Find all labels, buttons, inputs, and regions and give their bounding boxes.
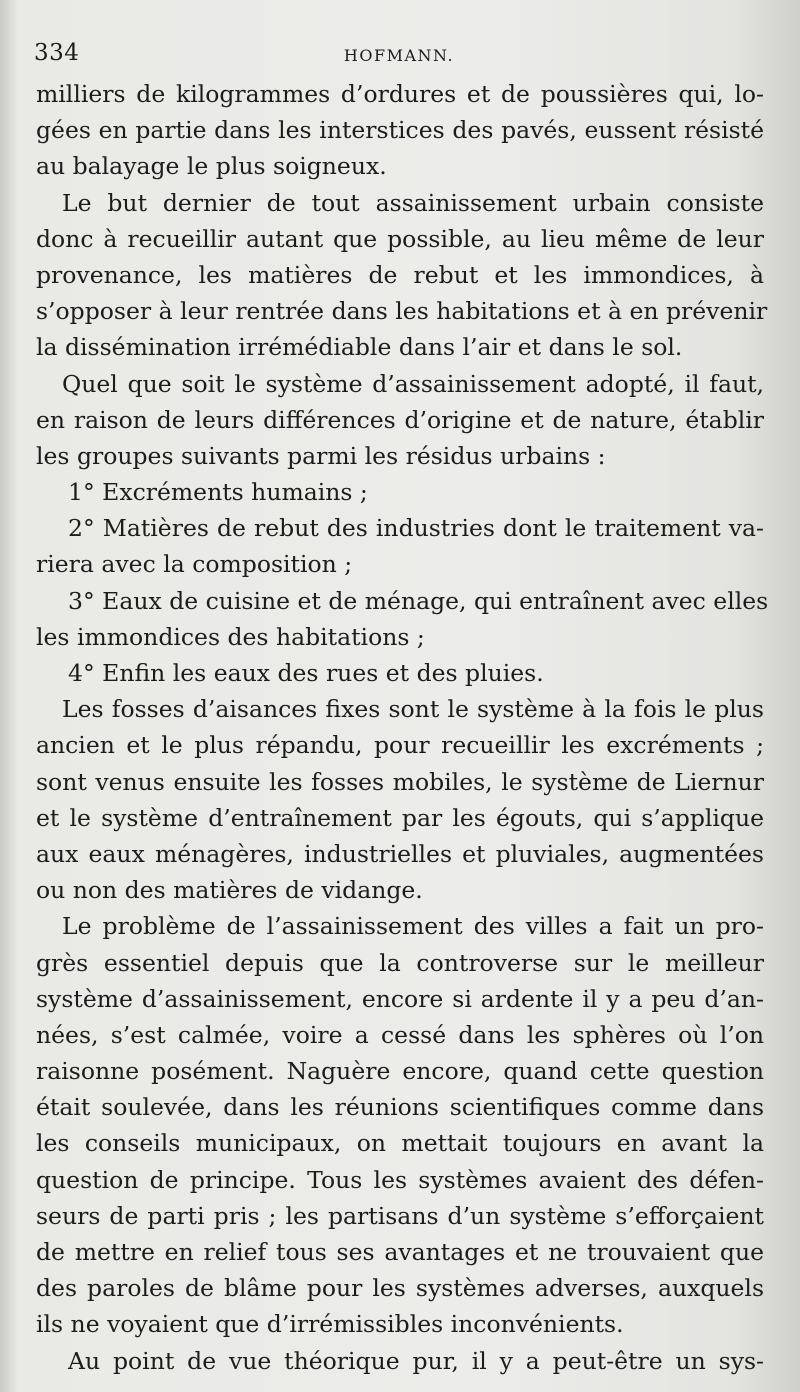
paragraph-start-line: Le problème de l’assainissement des villes a fait un pro-	[62, 912, 764, 941]
list-item-line: 1° Excréments humains ;	[68, 478, 368, 507]
text-line: ancien et le plus répandu, pour recueillir les excréments ;	[36, 731, 764, 760]
list-item-line: 4° Enfin les eaux des rues et des pluies.	[68, 659, 544, 687]
text-line: les conseils municipaux, on mettait toujours en avant la	[36, 1129, 764, 1158]
list-item-line: 2° Matières de rebut des industries dont le traitement va-	[68, 514, 764, 543]
paragraph-start-line: Le but dernier de tout assainissement urbain consiste	[62, 188, 764, 217]
text-line: ils ne voyaient que d’irrémissibles inconvénients.	[36, 1310, 624, 1339]
text-line: milliers de kilogrammes d’ordures et de poussières qui, lo-	[36, 80, 764, 108]
text-line: et le système d’entraînement par les égouts, qui s’applique	[36, 803, 764, 832]
text-line: en raison de leurs différences d’origine et de nature, établir	[36, 405, 764, 434]
text-line: grès essentiel depuis que la controverse sur le meilleur	[36, 948, 764, 977]
paragraph-start-line: Les fosses d’aisances fixes sont le système à la fois le plus	[62, 695, 764, 724]
list-item-line: 3° Eaux de cuisine et de ménage, qui entraînent avec elles	[68, 586, 769, 615]
text-line: provenance, les matières de rebut et les immondices, à	[36, 260, 764, 289]
page-header	[34, 40, 764, 74]
text-line: s’opposer à leur rentrée dans les habitations et à en prévenir	[36, 297, 768, 326]
paragraph-start-line: Au point de vue théorique pur, il y a peut-être un sys-	[68, 1346, 764, 1375]
page-number: 334	[34, 40, 80, 66]
text-line: gées en partie dans les interstices des pavés, eussent résisté	[36, 116, 764, 145]
text-line: au balayage le plus soigneux.	[36, 152, 387, 181]
paragraph-start-line: Quel que soit le système d’assainissement adopté, il faut,	[62, 369, 764, 398]
running-head: HOFMANN.	[343, 46, 455, 65]
text-line: seurs de parti pris ; les partisans d’un système s’efforçaient	[36, 1201, 764, 1230]
text-line: les immondices des habitations ;	[36, 622, 425, 651]
text-line: les groupes suivants parmi les résidus urbains :	[36, 441, 606, 470]
text-line: question de principe. Tous les systèmes avaient des défen-	[36, 1165, 764, 1194]
text-line: donc à recueillir autant que possible, au lieu même de leur	[36, 224, 764, 253]
text-line: ou non des matières de vidange.	[36, 876, 423, 905]
text-line: aux eaux ménagères, industrielles et pluviales, augmentées	[36, 839, 764, 868]
body-text	[36, 76, 769, 1379]
text-line: était soulevée, dans les réunions scientifiques comme dans	[36, 1093, 764, 1122]
text-line: raisonne posément. Naguère encore, quand cette question	[36, 1057, 764, 1086]
text-line: la dissémination irrémédiable dans l’air et dans le sol.	[36, 333, 683, 362]
text-line: des paroles de blâme pour les systèmes adverses, auxquels	[36, 1274, 764, 1303]
text-line: riera avec la composition ;	[36, 550, 353, 579]
text-line: nées, s’est calmée, voire a cessé dans les sphères où l’on	[36, 1020, 764, 1049]
text-line: système d’assainissement, encore si ardente il y a peu d’an-	[36, 984, 764, 1013]
text-line: sont venus ensuite les fosses mobiles, le système de Liernur	[36, 767, 764, 796]
text-line: de mettre en relief tous ses avantages et ne trouvaient que	[36, 1238, 764, 1266]
